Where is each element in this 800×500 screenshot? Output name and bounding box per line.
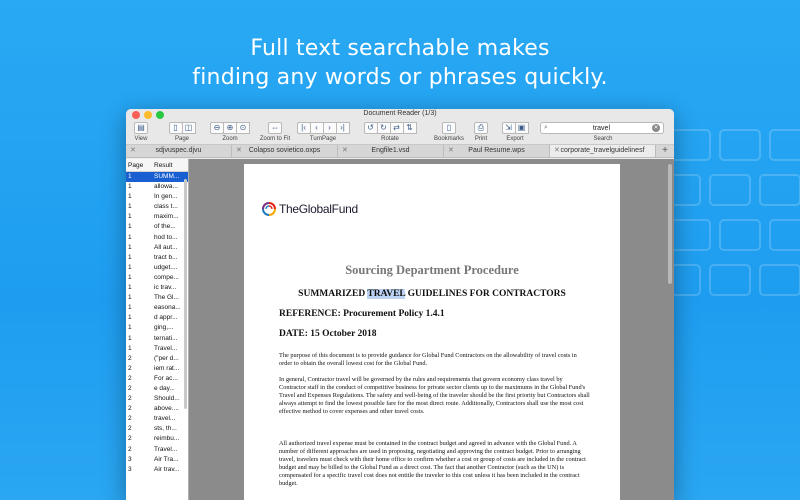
- result-page: 2: [128, 364, 132, 372]
- result-row[interactable]: [126, 334, 188, 344]
- result-row[interactable]: [126, 212, 188, 222]
- result-row[interactable]: [126, 293, 188, 303]
- search-icon: ⌕: [544, 124, 548, 131]
- print-label: Print: [474, 136, 488, 142]
- last-page-icon: ›|: [340, 123, 345, 132]
- result-row[interactable]: [126, 222, 188, 232]
- result-text: udget....: [154, 263, 178, 271]
- zoom-to-fit-group: [256, 122, 294, 142]
- result-row[interactable]: [126, 404, 188, 414]
- title-bar: [126, 109, 674, 121]
- result-row[interactable]: [126, 313, 188, 323]
- next-page-button[interactable]: [323, 122, 337, 134]
- tab-corporate-travel-guidelines[interactable]: [550, 145, 656, 157]
- tab-label: corporate_travelguidelinesf: [560, 147, 645, 154]
- summary-heading: [244, 289, 620, 299]
- result-text: All aut...: [154, 243, 178, 251]
- results-scrollbar[interactable]: [184, 179, 187, 409]
- magnifier-icon: ⊙: [239, 123, 247, 132]
- view-label: View: [134, 136, 148, 142]
- result-row[interactable]: [126, 445, 188, 455]
- result-row[interactable]: [126, 364, 188, 374]
- result-page: 1: [128, 284, 132, 292]
- flip-horizontal-button[interactable]: [390, 122, 404, 134]
- export-label: Export: [506, 136, 524, 142]
- logo-text: TheGlobalFund: [279, 202, 358, 216]
- zoom-label: Zoom: [222, 136, 238, 142]
- export-group: [498, 122, 532, 142]
- results-col-page: Page: [128, 162, 144, 169]
- view-group: [132, 122, 150, 142]
- search-group: [540, 122, 666, 142]
- result-page: 2: [128, 384, 132, 392]
- result-text: ic trav...: [154, 284, 177, 292]
- result-text: For ac...: [154, 374, 178, 382]
- result-row[interactable]: [126, 182, 188, 192]
- result-page: 2: [128, 445, 132, 453]
- result-page: 1: [128, 253, 132, 261]
- result-page: 1: [128, 213, 132, 221]
- zoom-to-fit-button[interactable]: [268, 122, 282, 134]
- single-page-icon: ▯: [173, 123, 178, 132]
- result-page: 1: [128, 334, 132, 342]
- zoom-out-icon: ⊖: [213, 123, 221, 132]
- result-page: 2: [128, 435, 132, 443]
- result-page: 1: [128, 243, 132, 251]
- tab-label: sdjvuspec.djvu: [155, 147, 202, 154]
- result-text: The Gl...: [154, 294, 179, 302]
- result-page: 1: [128, 304, 132, 312]
- image-export-icon: ▣: [517, 123, 526, 132]
- search-results-panel: [126, 159, 189, 500]
- zoom-group: [206, 122, 254, 142]
- paragraph-2: In general, Contractor travel will be governed by the rules and requirements that govern economy class travel by Contractor staff in the conduct of competitive business for private sector clients up to the maximums in the Global Fund's Travel and Expenses Regulations. The safety and well-being of the traveler should be the first priority but Contractors shall always attempt to find the lowest possible fare for the most direct route. Additionally, Contractors shall use the most cost effective method to cover expenses and other travel costs.: [279, 376, 590, 415]
- flip-vertical-button[interactable]: [403, 122, 417, 134]
- result-row[interactable]: [126, 172, 188, 182]
- result-row[interactable]: [126, 283, 188, 293]
- result-text: Air trav...: [154, 465, 180, 473]
- page-label: Page: [174, 136, 189, 142]
- tab-label: Colapso sovietico.oxps: [248, 147, 321, 154]
- headline-line-1: Full text searchable makes: [250, 36, 550, 61]
- result-text: Travel...: [154, 445, 178, 453]
- result-row[interactable]: [126, 233, 188, 243]
- result-text: Travel...: [154, 344, 178, 352]
- result-row[interactable]: [126, 394, 188, 404]
- actual-size-button[interactable]: [236, 122, 250, 134]
- content-area: [126, 159, 674, 500]
- result-text: travel...: [154, 415, 176, 423]
- search-highlight: TRAVEL: [367, 289, 406, 299]
- result-page: 2: [128, 374, 132, 382]
- result-text: In gen...: [154, 193, 178, 201]
- result-row[interactable]: [126, 344, 188, 354]
- result-page: 1: [128, 294, 132, 302]
- two-page-icon: ◫: [184, 123, 193, 132]
- result-row[interactable]: [126, 384, 188, 394]
- result-text: easona...: [154, 304, 181, 312]
- print-group: [472, 122, 490, 142]
- rotate-right-icon: ↻: [380, 123, 387, 132]
- fit-width-icon: ⇔: [271, 123, 279, 132]
- tab-sdjvuspec[interactable]: [126, 145, 232, 157]
- document-tabs: [126, 145, 674, 158]
- zoom-to-fit-label: Zoom to Fit: [259, 136, 291, 142]
- result-page: 1: [128, 203, 132, 211]
- close-tab-icon[interactable]: ✕: [342, 147, 348, 154]
- headline-line-2: finding any words or phrases quickly.: [192, 65, 608, 90]
- search-input[interactable]: [540, 122, 664, 134]
- result-page: 3: [128, 465, 132, 473]
- result-page: 2: [128, 425, 132, 433]
- result-text: SUMM...: [154, 173, 180, 180]
- result-row[interactable]: [126, 273, 188, 283]
- result-text: iem rat...: [154, 364, 180, 372]
- export-image-button[interactable]: [515, 122, 529, 134]
- result-row[interactable]: [126, 303, 188, 313]
- tab-engfile1[interactable]: [338, 145, 444, 157]
- print-button[interactable]: [474, 122, 488, 134]
- bookmarks-button[interactable]: [442, 122, 456, 134]
- result-row[interactable]: [126, 354, 188, 364]
- result-row[interactable]: [126, 202, 188, 212]
- chevron-right-icon: ›: [328, 123, 331, 132]
- result-text: hod to...: [154, 233, 178, 241]
- result-text: Air Tra...: [154, 455, 179, 463]
- result-page: 1: [128, 344, 132, 352]
- close-tab-icon[interactable]: ✕: [130, 147, 136, 154]
- bookmarks-label: Bookmarks: [433, 136, 464, 142]
- result-page: 3: [128, 455, 132, 463]
- result-text: ternati...: [154, 334, 178, 342]
- result-text: allowa...: [154, 183, 178, 191]
- turnpage-label: TurnPage: [309, 136, 337, 142]
- rotate-left-icon: ↺: [367, 123, 374, 132]
- result-row[interactable]: [126, 455, 188, 465]
- document-reader-window: [126, 109, 674, 500]
- document-scrollbar[interactable]: [668, 164, 672, 284]
- result-page: 1: [128, 183, 132, 191]
- close-tab-icon[interactable]: ✕: [554, 147, 560, 154]
- first-page-icon: |‹: [301, 123, 306, 132]
- result-text: reimbu...: [154, 435, 180, 443]
- clear-search-icon[interactable]: ✕: [653, 125, 659, 131]
- result-row[interactable]: [126, 465, 188, 475]
- toolbar: [126, 121, 674, 145]
- results-col-result: Result: [154, 162, 173, 169]
- window-title: Document Reader (1/3): [363, 110, 437, 117]
- date-line: DATE: 15 October 2018: [279, 329, 377, 339]
- result-text: d appr...: [154, 314, 178, 322]
- bookmark-icon: ▯: [446, 123, 452, 132]
- rotate-group: [358, 122, 422, 142]
- chevron-left-icon: ‹: [315, 123, 318, 132]
- tab-colapso-sovietico[interactable]: [232, 145, 338, 157]
- result-text: e day...: [154, 384, 175, 392]
- document-view: [189, 159, 674, 500]
- rotate-label: Rotate: [381, 136, 399, 142]
- result-text: of the...: [154, 223, 176, 231]
- result-row[interactable]: [126, 263, 188, 273]
- first-page-button[interactable]: [297, 122, 311, 134]
- result-text: tract b...: [154, 253, 178, 261]
- zoom-out-button[interactable]: [210, 122, 224, 134]
- result-page: 1: [128, 324, 132, 332]
- result-page: 1: [128, 173, 132, 180]
- tab-label: Paul Resume.wps: [468, 147, 525, 154]
- search-input-value: travel: [592, 124, 611, 132]
- document-page: [244, 164, 620, 500]
- export-icon: ⇲: [505, 123, 512, 132]
- result-text: above....: [154, 405, 179, 413]
- result-page: 1: [128, 273, 132, 281]
- result-text: class t...: [154, 203, 178, 211]
- result-page: 2: [128, 405, 132, 413]
- result-page: 2: [128, 354, 132, 362]
- tab-paul-resume[interactable]: [444, 145, 550, 157]
- turnpage-group: [296, 122, 350, 142]
- result-text: compe...: [154, 273, 179, 281]
- result-page: 1: [128, 314, 132, 322]
- global-fund-logo-icon: [262, 202, 276, 216]
- result-page: 1: [128, 263, 132, 271]
- result-page: 2: [128, 395, 132, 403]
- summary-text-after: GUIDELINES FOR CONTRACTORS: [405, 289, 566, 299]
- close-tab-icon[interactable]: ✕: [236, 147, 242, 154]
- result-text: ("per d...: [154, 354, 179, 362]
- bookmarks-group: [432, 122, 466, 142]
- result-text: Should...: [154, 395, 180, 403]
- result-row[interactable]: [126, 192, 188, 202]
- result-page: 1: [128, 193, 132, 201]
- result-page: 2: [128, 415, 132, 423]
- result-row[interactable]: [126, 253, 188, 263]
- result-page: 1: [128, 223, 132, 231]
- export-pdf-button[interactable]: [502, 122, 516, 134]
- results-list: [126, 172, 188, 475]
- results-header: [126, 159, 188, 172]
- close-tab-icon[interactable]: ✕: [448, 147, 454, 154]
- result-row[interactable]: [126, 414, 188, 424]
- summary-text-before: SUMMARIZED: [298, 289, 368, 299]
- flip-vertical-icon: ⇅: [406, 123, 413, 132]
- search-label: Search: [593, 136, 613, 142]
- plus-icon: +: [662, 145, 668, 156]
- reference-line: REFERENCE: Procurement Policy 1.4.1: [279, 309, 445, 319]
- last-page-button[interactable]: [336, 122, 350, 134]
- department-heading: Sourcing Department Procedure: [345, 263, 519, 277]
- printer-icon: ⎙: [477, 123, 485, 132]
- zoom-in-icon: ⊕: [226, 123, 234, 132]
- result-row[interactable]: [126, 243, 188, 253]
- rotate-right-button[interactable]: [377, 122, 391, 134]
- result-row[interactable]: [126, 434, 188, 444]
- result-row[interactable]: [126, 424, 188, 434]
- result-text: maxim...: [154, 213, 179, 221]
- flip-icon: ⇄: [393, 123, 400, 132]
- page-group: [164, 122, 200, 142]
- add-tab-button[interactable]: [656, 145, 674, 157]
- single-page-button[interactable]: [169, 122, 183, 134]
- rotate-left-button[interactable]: [364, 122, 378, 134]
- result-text: sts, th...: [154, 425, 177, 433]
- result-text: ging,...: [154, 324, 174, 332]
- tab-label: Engfile1.vsd: [371, 147, 410, 154]
- result-row[interactable]: [126, 323, 188, 333]
- global-fund-logo: [262, 202, 358, 216]
- result-page: 1: [128, 233, 132, 241]
- zoom-in-button[interactable]: [223, 122, 237, 134]
- two-page-button[interactable]: [182, 122, 196, 134]
- result-row[interactable]: [126, 374, 188, 384]
- paragraph-1: The purpose of this document is to provide guidance for Global Fund Contractors on the allowability of travel costs in order to obtain the overall lowest cost for the Global Fund.: [279, 352, 577, 367]
- previous-page-button[interactable]: [310, 122, 324, 134]
- marketing-headline: [0, 34, 800, 92]
- paragraph-3: All authorized travel expense must be contained in the contract budget and agreed in advance with the Global Fund. A number of different approaches are used in proposing, negotiating and approving the contract budget. Prior to arranging travel, travelers must check with their home office to confirm whether a cost or group of costs are included in the contract budget and may be billed to the Global Fund as a direct cost. The fact that another Contractor (such as the UN) is compensated for a specific travel cost does not entitle the traveler to this cost unless it has been included in the contract budget.: [279, 440, 586, 487]
- sidebar-icon: ▤: [137, 123, 145, 132]
- view-button[interactable]: [134, 122, 148, 134]
